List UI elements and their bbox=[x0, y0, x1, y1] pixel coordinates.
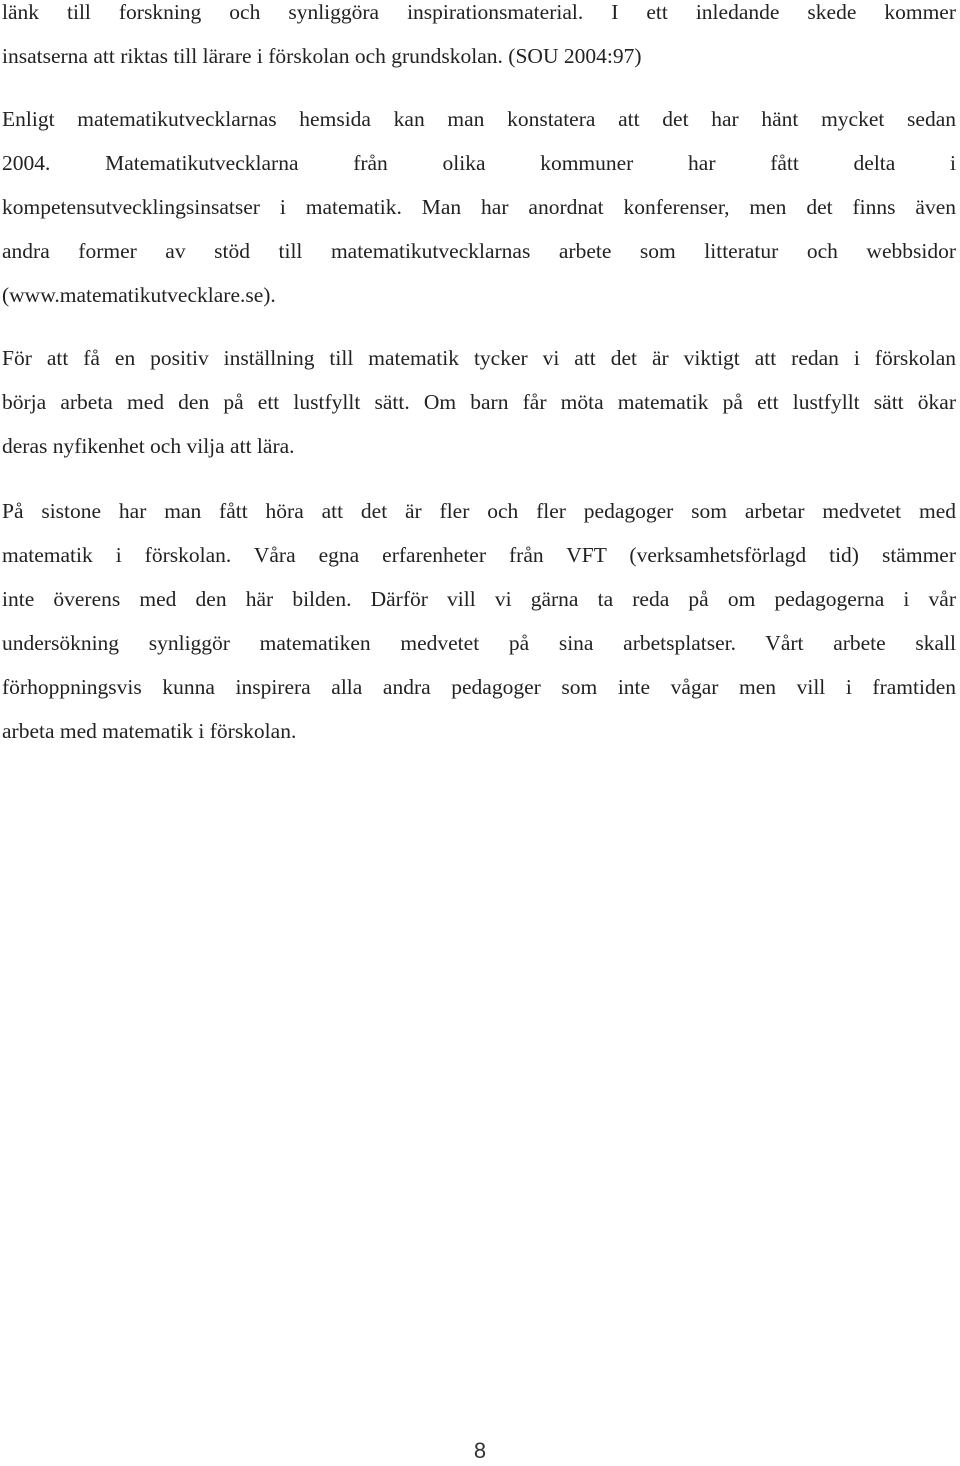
paragraph-line: deras nyfikenhet och vilja att lära. bbox=[2, 434, 295, 458]
paragraph-line: andra former av stöd till matematikutvecklarnas arbete som litteratur och webbsidor bbox=[2, 239, 956, 263]
paragraph-line: länk till forskning och synliggöra inspirationsmaterial. I ett inledande skede kommer bbox=[2, 0, 956, 24]
paragraph-line: arbeta med matematik i förskolan. bbox=[2, 719, 297, 743]
paragraph-line: För att få en positiv inställning till matematik tycker vi att det är viktigt att redan i förskolan bbox=[2, 346, 956, 370]
paragraph-line: förhoppningsvis kunna inspirera alla andra pedagoger som inte vågar men vill i framtiden bbox=[2, 675, 956, 699]
paragraph-line: börja arbeta med den på ett lustfyllt sätt. Om barn får möta matematik på ett lustfyllt sätt ökar bbox=[2, 390, 956, 414]
paragraph-line: kompetensutvecklingsinsatser i matematik. Man har anordnat konferenser, men det finns även bbox=[2, 195, 956, 219]
paragraph-line: inte överens med den här bilden. Därför vill vi gärna ta reda på om pedagogerna i vår bbox=[2, 587, 956, 611]
paragraph-line: (www.matematikutvecklare.se). bbox=[2, 283, 276, 307]
page-number: 8 bbox=[473, 1438, 487, 1463]
paragraph-3 bbox=[2, 336, 956, 468]
paragraph-4 bbox=[2, 489, 956, 753]
paragraph-line: 2004. Matematikutvecklarna från olika kommuner har fått delta i bbox=[2, 151, 956, 175]
paragraph-1 bbox=[2, 0, 956, 78]
paragraph-line: På sistone har man fått höra att det är fler och fler pedagoger som arbetar medvetet med bbox=[2, 499, 956, 523]
paragraph-2 bbox=[2, 97, 956, 317]
paragraph-line: matematik i förskolan. Våra egna erfarenheter från VFT (verksamhetsförlagd tid) stämmer bbox=[2, 543, 956, 567]
paragraph-line: undersökning synliggör matematiken medvetet på sina arbetsplatser. Vårt arbete skall bbox=[2, 631, 956, 655]
paragraph-line: insatserna att riktas till lärare i förskolan och grundskolan. (SOU 2004:97) bbox=[2, 44, 642, 68]
paragraph-line: Enligt matematikutvecklarnas hemsida kan man konstatera att det har hänt mycket sedan bbox=[2, 107, 956, 131]
